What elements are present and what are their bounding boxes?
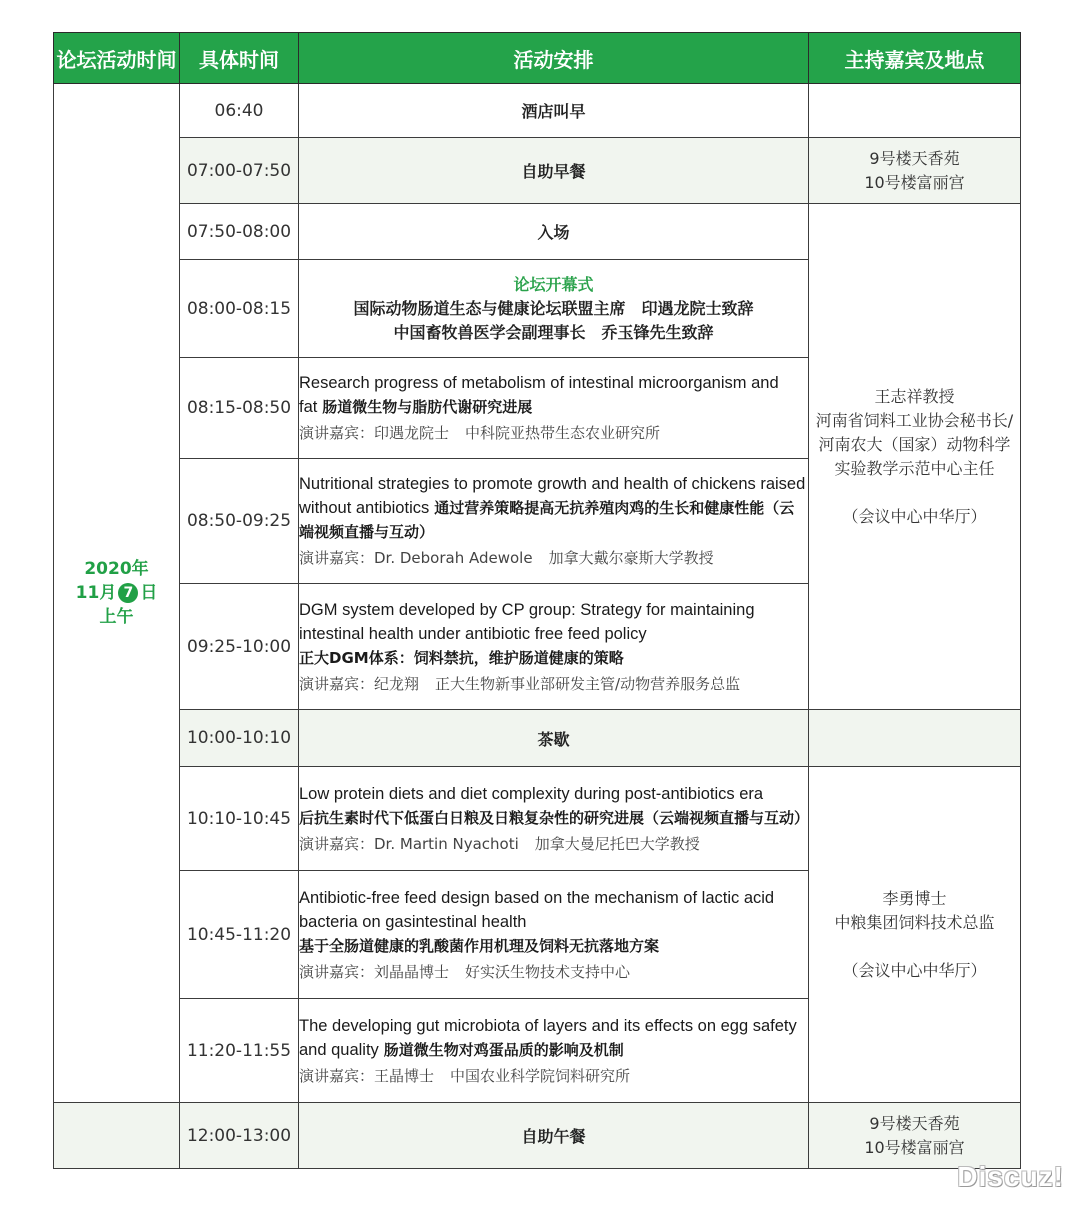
time-cell: 10:45-11:20 [180, 871, 299, 999]
talk-title-zh: 肠道微生物与脂肪代谢研究进展 [322, 398, 533, 416]
activity-cell: 自助午餐 [299, 1103, 809, 1169]
time-cell: 10:00-10:10 [180, 710, 299, 767]
time-cell: 06:40 [180, 84, 299, 138]
host-cell [809, 710, 1021, 767]
schedule-table [53, 32, 1021, 1169]
table-row [54, 710, 1021, 767]
activity-cell [299, 459, 809, 584]
time-cell: 09:25-10:00 [180, 584, 299, 710]
activity-cell [299, 260, 809, 358]
talk-title-en: Nutritional strategies to promote growth and health of chickens raised without antibiotics [299, 475, 806, 517]
talk-title-en: Antibiotic-free feed design based on the mechanism of lactic acid bacteria on gasintestinal health [299, 888, 775, 931]
host-name: 王志祥教授 [874, 386, 955, 406]
activity-cell: 入场 [299, 204, 809, 260]
date-year: 2020年 [84, 559, 149, 579]
opening-title: 论坛开幕式 [513, 274, 594, 294]
time-cell: 08:00-08:15 [180, 260, 299, 358]
host-location: （会议中心中华厅） [842, 506, 987, 526]
talk-title-en: DGM system developed by CP group: Strategy for maintaining intestinal health under antibiotic free feed policy [299, 600, 755, 643]
activity-cell: 茶歇 [299, 710, 809, 767]
table-row [54, 1103, 1021, 1169]
speaker-line: 演讲嘉宾：印遇龙院士 中科院亚热带生态农业研究所 [299, 424, 661, 442]
speaker-line: 演讲嘉宾：刘晶晶博士 好实沃生物技术支持中心 [299, 962, 631, 981]
table-row [54, 767, 1021, 871]
host-cell [809, 84, 1021, 138]
host-line: 10号楼富丽宫 [864, 1137, 965, 1157]
host-cell [809, 1103, 1021, 1169]
date-period: 上午 [99, 607, 134, 627]
host-name: 李勇博士 [882, 888, 947, 908]
time-cell: 08:15-08:50 [180, 358, 299, 459]
host-line: 河南省饲料工业协会秘书长/ [815, 410, 1014, 430]
discuz-watermark: Discuz! [957, 1161, 1064, 1192]
date-month-day: 11月 7 日 [75, 583, 158, 603]
activity-cell: 自助早餐 [299, 138, 809, 204]
host-line: 实验教学示范中心主任 [834, 458, 995, 478]
host-cell-group-2 [809, 767, 1021, 1103]
activity-cell [299, 871, 809, 999]
time-cell: 10:10-10:45 [180, 767, 299, 871]
day-badge: 7 [118, 583, 138, 603]
header-forum-time: 论坛活动时间 [54, 33, 180, 84]
activity-cell [299, 358, 809, 459]
host-line: 9号楼天香苑 [869, 148, 960, 168]
host-cell [809, 138, 1021, 204]
activity-cell [299, 999, 809, 1103]
header-row [54, 33, 1021, 84]
talk-title-zh: 基于全肠道健康的乳酸菌作用机理及饲料无抗落地方案 [299, 936, 660, 955]
talk-title-en: The developing gut microbiota of layers and its effects on egg safety and quality [299, 1016, 797, 1059]
time-cell: 08:50-09:25 [180, 459, 299, 584]
date-cell-empty [54, 1103, 180, 1169]
talk-title-en: Low protein diets and diet complexity during post-antibiotics era [299, 784, 764, 803]
talk-title-zh: 正大DGM体系：饲料禁抗，维护肠道健康的策略 [299, 648, 624, 667]
opening-line: 国际动物肠道生态与健康论坛联盟主席 印遇龙院士致辞 [353, 298, 754, 318]
host-cell-group-1 [809, 204, 1021, 710]
header-host-location: 主持嘉宾及地点 [809, 33, 1021, 84]
header-activity: 活动安排 [299, 33, 809, 84]
speaker-line: 演讲嘉宾：纪龙翔 正大生物新事业部研发主管/动物营养服务总监 [299, 674, 741, 693]
speaker-line: 演讲嘉宾：王晶博士 中国农业科学院饲料研究所 [299, 1066, 631, 1085]
table-row [54, 138, 1021, 204]
table-row [54, 84, 1021, 138]
activity-cell [299, 767, 809, 871]
header-specific-time: 具体时间 [180, 33, 299, 84]
talk-title-zh: 肠道微生物对鸡蛋品质的影响及机制 [383, 1040, 624, 1059]
opening-line: 中国畜牧兽医学会副理事长 乔玉锋先生致辞 [393, 322, 714, 342]
host-line: 中粮集团饲料技术总监 [834, 912, 995, 932]
time-cell: 07:00-07:50 [180, 138, 299, 204]
talk-title-zh: 通过营养策略提高无抗养殖肉鸡的生长和健康性能（云端视频直播与互动） [299, 499, 795, 541]
talk-title-zh: 后抗生素时代下低蛋白日粮及日粮复杂性的研究进展（云端视频直播与互动） [299, 808, 810, 827]
host-line: 河南农大（国家）动物科学 [818, 434, 1011, 454]
host-line: 10号楼富丽宫 [864, 172, 965, 192]
speaker-line: 演讲嘉宾：Dr. Deborah Adewole 加拿大戴尔豪斯大学教授 [299, 549, 714, 567]
talk-title-en: Research progress of metabolism of intestinal microorganism and fat [299, 374, 779, 416]
time-cell: 07:50-08:00 [180, 204, 299, 260]
host-line: 9号楼天香苑 [869, 1113, 960, 1133]
host-location: （会议中心中华厅） [842, 960, 987, 980]
date-cell [54, 84, 180, 1103]
time-cell: 11:20-11:55 [180, 999, 299, 1103]
time-cell: 12:00-13:00 [180, 1103, 299, 1169]
activity-cell: 酒店叫早 [299, 84, 809, 138]
table-row [54, 204, 1021, 260]
activity-cell [299, 584, 809, 710]
speaker-line: 演讲嘉宾：Dr. Martin Nyachoti 加拿大曼尼托巴大学教授 [299, 834, 700, 853]
